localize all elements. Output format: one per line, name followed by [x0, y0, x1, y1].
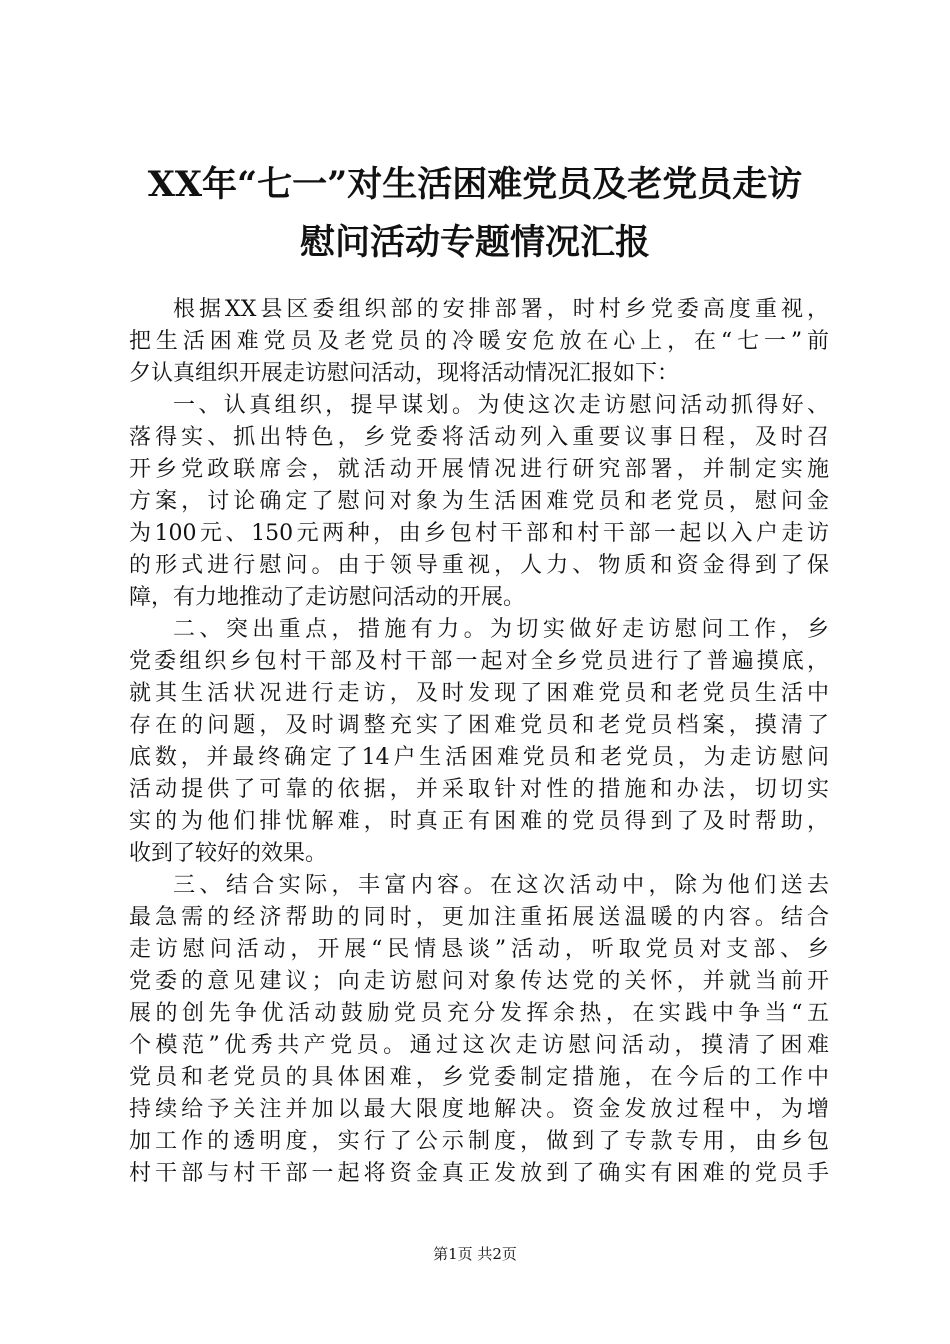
body-line: 的形式进行慰问。由于领导重视，人力、物质和资金得到了保	[129, 553, 829, 578]
body-line: 二、突出重点，措施有力。为切实做好走访慰问工作，乡	[173, 617, 829, 642]
body-line: 实的为他们排忧解难，时真正有困难的党员得到了及时帮助，	[129, 809, 829, 834]
body-line: 三、结合实际，丰富内容。在这次活动中，除为他们送去	[173, 873, 829, 898]
body-line: 存在的问题，及时调整充实了困难党员和老党员档案，摸清了	[129, 713, 829, 738]
body-line: 党委组织乡包村干部及村干部一起对全乡党员进行了普遍摸底，	[129, 649, 829, 674]
body-line: 收到了较好的效果。	[129, 841, 328, 866]
document-title-line-1: XX年“七一”对生活困难党员及老党员走访	[147, 164, 803, 205]
body-line: 党员和老党员的具体困难，乡党委制定措施，在今后的工作中	[129, 1065, 829, 1090]
body-line: 就其生活状况进行走访，及时发现了困难党员和老党员生活中	[129, 681, 829, 706]
body-line: 为100元、150元两种，由乡包村干部和村干部一起以入户走访	[129, 521, 829, 546]
body-line: 一、认真组织，提早谋划。为使这次走访慰问活动抓得好、	[173, 393, 829, 418]
body-line: 个模范”优秀共产党员。通过这次走访慰问活动，摸清了困难	[129, 1033, 829, 1058]
body-line: 把生活困难党员及老党员的冷暖安危放在心上，在“七一”前	[129, 329, 829, 354]
document-title-line-2: 慰问活动专题情况汇报	[299, 222, 650, 263]
body-line: 开乡党政联席会，就活动开展情况进行研究部署，并制定实施	[129, 457, 829, 482]
document-body	[129, 294, 829, 1190]
body-line: 村干部与村干部一起将资金真正发放到了确实有困难的党员手	[129, 1161, 829, 1186]
body-line: 持续给予关注并加以最大限度地解决。资金发放过程中，为增	[129, 1097, 829, 1122]
body-line: 根据XX县区委组织部的安排部署，时村乡党委高度重视，	[173, 297, 829, 322]
body-line: 夕认真组织开展走访慰问活动，现将活动情况汇报如下：	[129, 361, 680, 386]
page-footer: 第1页 共2页	[433, 1245, 517, 1263]
body-line: 落得实、抓出特色，乡党委将活动列入重要议事日程，及时召	[129, 425, 829, 450]
body-line: 走访慰问活动，开展“民情恳谈”活动，听取党员对支部、乡	[129, 937, 829, 962]
body-line: 障，有力地推动了走访慰问活动的开展。	[129, 585, 526, 610]
body-line: 展的创先争优活动鼓励党员充分发挥余热，在实践中争当“五	[129, 1001, 829, 1026]
body-line: 加工作的透明度，实行了公示制度，做到了专款专用，由乡包	[129, 1129, 829, 1154]
body-line: 党委的意见建议；向走访慰问对象传达党的关怀，并就当前开	[129, 969, 829, 994]
body-line: 活动提供了可靠的依据，并采取针对性的措施和办法，切切实	[129, 777, 829, 802]
body-line: 最急需的经济帮助的同时，更加注重拓展送温暖的内容。结合	[129, 905, 829, 930]
body-line: 底数，并最终确定了14户生活困难党员和老党员，为走访慰问	[129, 745, 829, 770]
body-line: 方案，讨论确定了慰问对象为生活困难党员和老党员，慰问金	[129, 489, 829, 514]
